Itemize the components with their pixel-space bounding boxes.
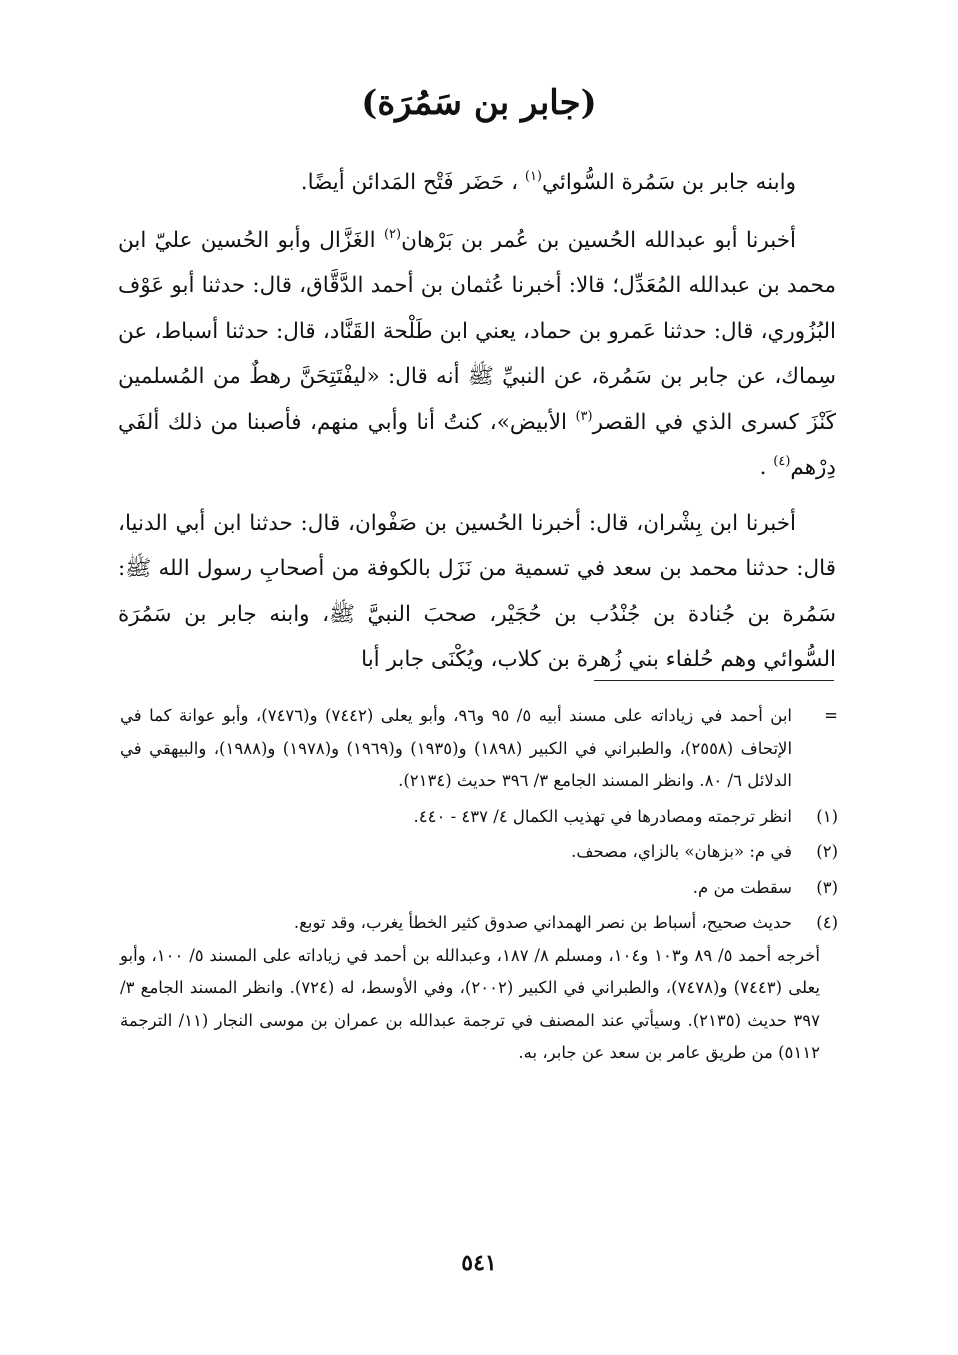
paragraph-3: أخبرنا ابن بِشْران، قال: أخبرنا الحُسين بن صَفْوان، قال: حدثنا ابن أبي الدنيا، قال: حدثنا محمد بن سعد في تسمية من نَزَل بالكوفة من أصحابِ رسول الله ﷺ: سَمُرة بن جُنادة بن جُنْدُب بن حُجَيْر، صحبَ النبيَّ ﷺ، وابنه جابر بن سَمُرَة السُّوائي وهم حُلفاء بني زُهرة بن كلاب، ويُكْنَى جابر أبا [118,510,836,672]
footnote-number: (٣) [816,877,838,897]
footnote-text [120,907,792,940]
footnote-2 [120,836,838,869]
footnotes [120,700,838,1070]
footnote-4-first-line: حديث صحيح، أسباط بن نصر الهمداني صدوق كثير الخطأ يغرب، وقد توبع. [293,913,792,932]
paragraph-1-tail: ، حَضَر فَتْح المَدائن أيضًا. [300,170,519,195]
paragraph-2 [118,218,836,491]
footnote-continuation [120,700,838,798]
footnote-text: سقطت من م. [692,877,792,897]
footnote-number: (٤) [816,913,838,932]
footnote-4 [120,907,838,940]
paragraph-1-text: وابنه جابر بن سَمُرة السُّوائي [542,170,796,195]
main-text [118,160,836,683]
footnote-ref-2: (٢) [383,226,402,242]
paragraph-2-period: . [759,455,767,480]
paragraph-2-text: أخبرنا أبو عبدالله الحُسين بن عُمر بن بَرْهان [401,227,796,253]
footnote-text: انظر ترجمته ومصادرها في تهذيب الكمال ٤/ ٤٣٧ - ٤٤٠. [413,806,792,826]
footnote-number: (٢) [816,842,838,861]
footnote-divider [594,680,834,681]
footnote-number: (١) [816,806,838,826]
footnote-4-continuation: أخرجه أحمد ٥/ ٨٩ و١٠٣ و١٠٤، ومسلم ٨/ ١٨٧، وعبدالله بن أحمد في زياداته على المسند ٥/ ١٠٠، وأبو يعلى (٧٤٤٣) و(٧٤٧٨)، والطبراني في الكبير (٢٠٠٢)، وفي الأوسط، له (٧٢٤). وانظر المسند الجامع ٣/ ٣٩٧ حديث (٢١٣٥). وسيأتي عند المصنف في ترجمة عبدالله بن عمران بن موسى النجار (١١/ الترجمة ٥١١٢) من طريق عامر بن سعد عن جابر، به. [120,945,821,1062]
footnote-text: في م: «بزهان» بالزاي، مصحف. [571,842,792,861]
page-number: ٥٤١ [461,1250,497,1276]
continuation-text: ابن أحمد في زياداته على مسند أبيه ٥/ ٩٥ و٩٦، وأبو يعلى (٧٤٤٢) و(٧٤٧٦)، وأبو عوانة كما في الإتحاف (٢٥٥٨)، والطبراني في الكبير (١٨٩٨) و(١٩٣٥) و(١٩٦٩) و(١٩٧٨) و(١٩٨٨)، والبيهقي في الدلائل ٦/ ٨٠. وانظر المسند الجامع ٣/ ٣٩٦ حديث (٢١٣٤). [120,706,793,790]
continuation-marker: = [824,706,838,725]
section-title: (جابر بن سَمُرَة) [361,83,597,123]
footnote-ref-4: (٤) [773,454,791,469]
paragraph-2-end: الأبيض»، كنتُ أنا وأبي منهم، فأصبنا من ذلك ألفَي دِرْهم [118,409,836,480]
paragraph-1 [118,160,836,206]
footnote-3 [120,872,838,905]
paragraph-2-continued: ابن محمد بن عبدالله المُعَدِّل؛ قالا: أخبرنا عُثمان بن أحمد الدَّقَّاق، قال: حدثنا أبو عَوْف البُزُوري، قال: حدثنا عَمرو بن حماد، يعني ابن طَلْحة القَنَّاد، قال: حدثنا أسباط، عن سِماك، عن جابر بن سَمُرة، عن النبيِّ ﷺ أنه قال: «ليفْتَتِحَنَّ رهطٌ من المُسلمين كَنْزَ كسرى الذي في القصر [118,227,836,435]
footnote-1 [120,801,838,834]
footnote-ref-3: (٣) [575,408,593,424]
paragraph-2-tail: الغَزَّال وأبو الحُسين عليّ [154,227,376,253]
footnote-ref-1: (١) [524,169,542,184]
